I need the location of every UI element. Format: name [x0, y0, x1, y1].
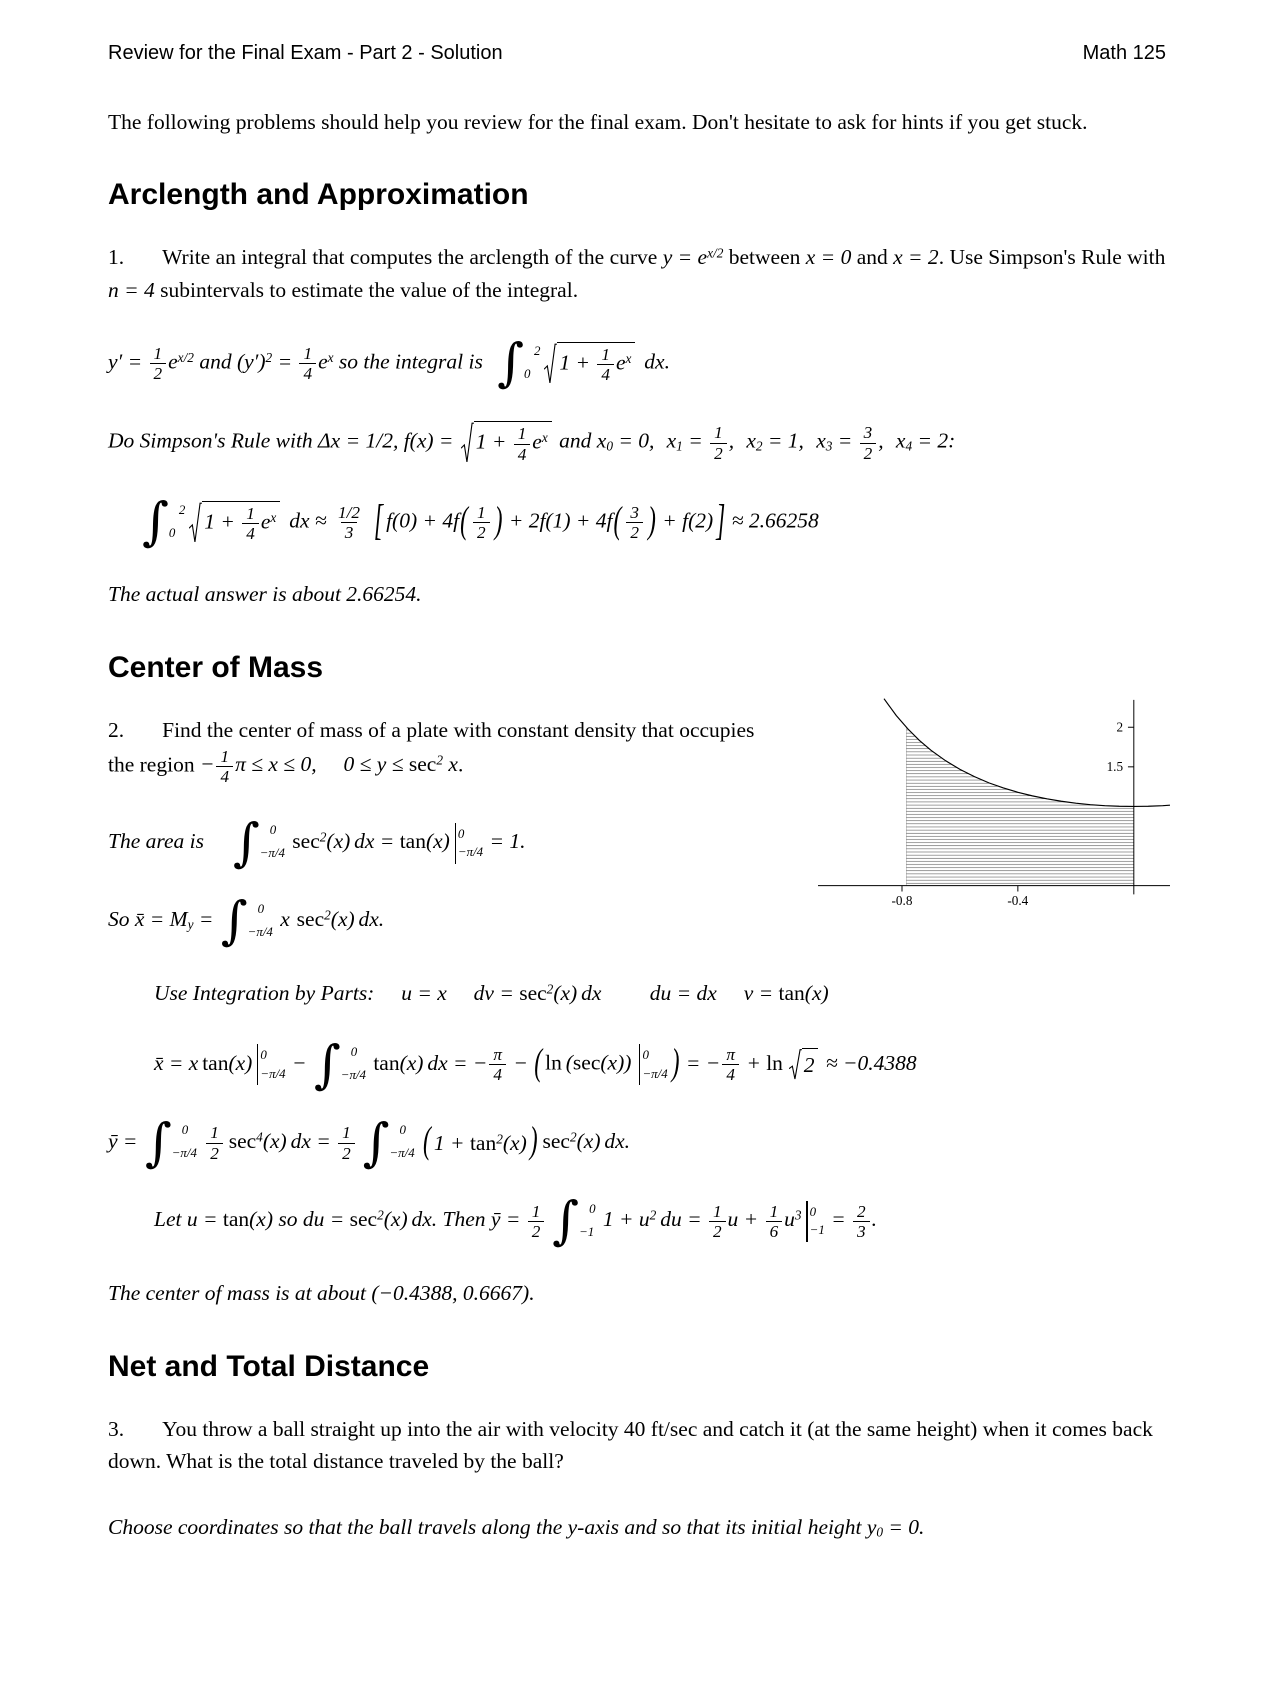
solution-1-simpsons-estimate: ∫ 2 0 1 + $\frac{1}{4}$ $e^x$ dx ≈ $\frac{1/2}{3}$ [ f(0) + 4f ( $\frac{1}{2}$ ) + 2f(1) + 4f ( $\frac{3}{2}$ ) + f(2) ] ≈ 2.66258 — [142, 492, 819, 553]
problem-3 — [108, 1413, 1166, 1478]
solution-1-simpsons-setup: Do Simpson's Rule with Δx = 1/2, f(x) = 1 + $\frac{1}{4}$ $e^x$ and $x_0 = 0$, $x_1$ = $\frac{1}{2}$ , $x_2 = 1$, $x_3$ = $\frac{3}{2}$ , $x_4 = 2$: — [108, 423, 956, 464]
problem-1-number: 1. — [108, 245, 125, 270]
solution-2-center-result: The center of mass is at about (−0.4388, 0.6667). — [108, 1280, 535, 1305]
header-title: Review for the Final Exam - Part 2 - Solution — [108, 42, 503, 64]
solution-2-integration-by-parts: Use Integration by Parts: u = x dv = $\sec^2(x)$ dx du = dx v = tan(x) — [154, 980, 829, 1005]
center-of-mass-heading: Center of Mass — [108, 651, 324, 685]
problem-3-statement: You throw a ball straight up into the air with velocity 40 ft/sec and catch it (at the same height) when it comes back down. What is the total distance traveled by the ball? — [108, 1416, 1153, 1473]
net-total-distance-heading: Net and Total Distance — [108, 1349, 430, 1383]
problem-3-number: 3. — [108, 1416, 125, 1441]
center-of-mass-body — [108, 714, 1166, 1307]
page-header — [108, 38, 1166, 68]
problem-1-statement: Write an integral that computes the arclength of the curve $y = e^{x/2}$ between x = 0 and x = 2. Use Simpson's Rule with n = 4 subintervals to estimate the value of the integral. — [108, 245, 1166, 302]
x-tick-label--0-4: -0.4 — [1007, 893, 1029, 909]
arclength-section — [108, 172, 1166, 609]
solution-2-xbar-setup: So x̄ = $M_y$ = ∫ 0 −π/4 x $\sec^2(x)$ dx. — [108, 891, 385, 952]
y-tick-label-2: 2 — [1116, 720, 1124, 736]
problem-1 — [108, 241, 1166, 306]
solution-2-xbar-result: x̄ = x tan(x) 0 −π/4 − ∫ 0 −π/4 tan(x) dx = − $\frac{\pi}{4}$ − ( ln (sec(x)) 0 −π/4 ) = − $\frac{\pi}{4}$ + ln 2 ≈ −0.4388 — [154, 1034, 917, 1095]
x-tick-label--0-8: -0.8 — [891, 893, 913, 909]
solution-2-ybar-result: Let u = tan(x) so du = $\sec^2(x)$ dx. Then ȳ = $\frac{1}{2}$ ∫ 0 −1 $1 + u^2$ du = $\frac{1}{2}$ u + $\frac{1}{6}$ $u^3$ 0 −1 = $\frac{2}{3}$ . — [154, 1191, 878, 1252]
solution-1-actual-answer: The actual answer is about 2.66254. — [108, 582, 422, 607]
y-tick-label-1-5: 1.5 — [1106, 759, 1124, 775]
arclength-heading: Arclength and Approximation — [108, 178, 529, 212]
net-total-distance-section — [108, 1344, 1166, 1543]
solution-3-coordinates-line: Choose coordinates so that the ball travels along the y-axis and so that its initial height $y_0 = 0$. — [108, 1515, 925, 1540]
solution-2-ybar-setup: ȳ = ∫ 0 −π/4 $\frac{1}{2}$ $\sec^4(x)$ dx = $\frac{1}{2}$ ∫ 0 −π/4 ( $1 + \tan^2(x)$ ) $\sec^2(x)$ dx. — [108, 1113, 631, 1174]
solution-1-derivative-line: y′ = $\frac{1}{2}$ $e^{x/2}$ and $(y')^2$ = $\frac{1}{4}$ $e^x$ so the integral is ∫ 2 0 1 + $\frac{1}{4}$ $e^x$ dx. — [108, 333, 670, 394]
region-plot-figure — [818, 694, 1170, 919]
problem-2-number: 2. — [108, 718, 125, 743]
problem-2 — [108, 714, 756, 786]
header-course-number: Math 125 — [1082, 42, 1166, 64]
solution-2-area-line: The area is ∫ 0 −π/4 $\sec^2(x)$ dx = tan(x) 0 −π/4 = 1. — [108, 813, 526, 874]
intro-paragraph: The following problems should help you review for the final exam. Don't hesitate to ask for hints if you get stuck. — [108, 110, 1088, 134]
center-of-mass-section — [108, 645, 1166, 1307]
region-plot — [818, 694, 1170, 919]
problem-2-statement: Find the center of mass of a plate with constant density that occupies the region − $\frac{1}{4}$ π ≤ x ≤ 0, $0 \le y \le \sec^2 x$. — [108, 718, 755, 786]
hatched-region — [906, 728, 1134, 886]
